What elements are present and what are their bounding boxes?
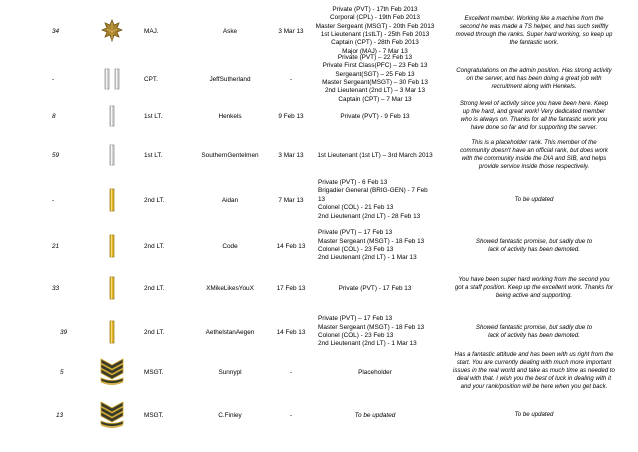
- table-row: [0, 54, 638, 104]
- history-line: 1st Lieutenant (1stLT) - 25th Feb 2013: [320, 31, 430, 38]
- promotion-date: -: [289, 411, 293, 419]
- member-note: [438, 310, 630, 354]
- promotion-date: 3 Mar 13: [278, 27, 304, 35]
- history-line: Master Sergeant (MSGT) - 18 Feb 13: [318, 237, 425, 245]
- note-line: lack of activity has been demoted.: [488, 246, 580, 253]
- history-line: Private (PVT) - 9 Feb 13: [340, 112, 410, 120]
- rank-history: [314, 394, 436, 436]
- member-note: [438, 138, 630, 172]
- history-line: 2nd Lieutenant (2nd LT) – 3 Mar 13: [324, 87, 426, 95]
- note-line: who is always on. Thanks for all the fantastic work you: [460, 116, 608, 123]
- member-number: 33: [52, 284, 60, 292]
- note-line: Excellent member. Working like a machine from the: [464, 15, 604, 22]
- member-note: [438, 54, 630, 104]
- table-row: [0, 180, 638, 220]
- note-line: Has a fantastic attitude and has been with us right from the: [454, 351, 614, 358]
- rank: 2nd LT.: [144, 242, 165, 250]
- second-lieutenant-bar-insignia: [95, 310, 129, 354]
- note-line: have done so far and for supporting the server.: [470, 124, 598, 131]
- history-line: Captain (CPT) - 28th Feb 2013: [331, 39, 419, 47]
- member-number: 34: [52, 27, 60, 35]
- note-line: with the community inside the DIA and SIB, and helps: [461, 155, 607, 162]
- master-sergeant-chevrons-insignia: [95, 394, 129, 436]
- rank-history: [314, 100, 436, 132]
- note-line: lack of activity has been demoted.: [488, 332, 580, 339]
- history-line: Master Sergeant (MSGT) - 18 Feb 13: [318, 323, 425, 331]
- note-line: You have been super hard working from the second you: [458, 276, 610, 283]
- note-line: provide service inside those respectively.: [478, 163, 590, 170]
- history-line: Sergeant(SGT) – 25 Feb 13: [335, 70, 415, 78]
- note-line: deal with that. I wish you the best of luck in dealing with it: [456, 375, 612, 382]
- history-line: 2nd Lieutenant (2nd LT) - 1 Mar 13: [318, 340, 417, 348]
- member-note: [438, 180, 630, 220]
- member-number: -: [52, 196, 55, 204]
- note-line: recruitment along with Henkels.: [491, 83, 577, 90]
- promotion-date: -: [289, 368, 293, 376]
- note-line: being active and supporting.: [495, 292, 573, 299]
- note-line: issues in the real world and take as much time as needed to: [453, 367, 615, 374]
- history-line: Private (PVT) - 17 Feb 13: [338, 284, 412, 292]
- note-line: Congratulations on the admin position. Has strong activity: [456, 67, 612, 74]
- history-line: Private (PVT) - 17th Feb 2013: [332, 5, 418, 13]
- member-number: 5: [60, 368, 64, 376]
- first-lieutenant-bar-insignia: [95, 138, 129, 172]
- history-line: 2nd Lieutenant (2nd LT) - 1 Mar 13: [318, 254, 417, 262]
- table-row: [0, 268, 638, 308]
- note-line: and your rank/position will be here when you get back.: [460, 383, 608, 390]
- history-line: Placeholder: [358, 368, 392, 376]
- major-oak-leaf-insignia: [95, 2, 129, 60]
- history-line: Colonel (COL) - 21 Feb 13: [318, 204, 394, 212]
- history-line: Captain (CPT) – 7 Mar 13: [338, 95, 412, 103]
- rank: CPT.: [144, 75, 158, 83]
- second-lieutenant-bar-insignia: [95, 180, 129, 220]
- note-line: got a staff position. Keep up the excellent work. Thanks for: [454, 284, 614, 291]
- note-line: second he was made a TS helper, and has such swiftly: [459, 23, 609, 30]
- second-lieutenant-bar-insignia: [95, 226, 129, 266]
- table-row: [0, 310, 638, 354]
- member-name: Sunnypl: [218, 368, 242, 376]
- member-name: Code: [222, 242, 238, 250]
- member-note: [438, 268, 630, 308]
- rank-history: [314, 226, 436, 266]
- note-line: Showed fantastic promise, but sadly due to: [475, 324, 593, 331]
- captain-bars-insignia: [95, 54, 129, 104]
- history-line: Brigadier General (BRIG-GEN) - 7 Feb 13: [318, 187, 428, 203]
- member-number: 13: [56, 411, 64, 419]
- promotion-date: 14 Feb 13: [276, 328, 306, 336]
- table-row: [0, 352, 638, 392]
- note-line: on the server, and has been doing a great job with: [466, 75, 602, 82]
- note-line: the fantastic work.: [509, 39, 559, 46]
- rank: MAJ.: [144, 27, 159, 35]
- history-line: Private (PVT) - 6 Feb 13: [318, 178, 388, 186]
- rank-history: [314, 310, 436, 354]
- history-line: Master Sergeant(MSGT) – 30 Feb 13: [322, 79, 428, 86]
- rank: MSGT.: [144, 368, 164, 376]
- member-name: XMikeLikesYouX: [206, 284, 254, 292]
- table-row: [0, 2, 638, 60]
- note-line: Strong level of activity since you have been here. Keep: [459, 100, 609, 107]
- note-line: moved through the ranks. Super hard working, so keep up: [455, 31, 613, 38]
- member-number: 39: [60, 328, 68, 336]
- history-line: Corporal (CPL) - 19th Feb 2013: [330, 14, 420, 22]
- rank: MSGT.: [144, 411, 164, 419]
- member-name: JeffSutherland: [209, 75, 251, 83]
- table-row: [0, 138, 638, 172]
- rank-history: [314, 180, 436, 220]
- rank-history: [314, 2, 436, 60]
- note-line: community doesn't have an official rank, but does work: [460, 147, 608, 154]
- member-name: AethelstanAegen: [205, 328, 255, 336]
- promotion-date: 3 Mar 13: [278, 151, 304, 159]
- history-line: To be updated: [354, 411, 396, 419]
- history-line: 2nd Lieutenant (2nd LT) - 28 Feb 13: [318, 212, 421, 220]
- rank-history: [314, 54, 436, 104]
- rank: 1st LT.: [144, 112, 163, 120]
- note-line: This is a placeholder rank. This member of the: [471, 139, 597, 146]
- first-lieutenant-bar-insignia: [95, 100, 129, 132]
- rank-history: [314, 268, 436, 308]
- history-line: Colonel (COL) - 23 Feb 13: [318, 246, 394, 253]
- member-note: [438, 350, 630, 392]
- rank-history: [314, 352, 436, 392]
- promotion-date: 14 Feb 13: [276, 242, 306, 250]
- history-line: Private First Class(PFC) – 23 Feb 13: [322, 62, 428, 70]
- history-line: Major (MAJ) - 7 Mar 13: [342, 47, 408, 55]
- member-name: C.Finley: [218, 411, 242, 419]
- master-sergeant-chevrons-insignia: [95, 352, 129, 392]
- rank: 1st LT.: [144, 151, 163, 159]
- table-row: [0, 394, 638, 436]
- member-note: [438, 226, 630, 266]
- member-name: Aidan: [221, 196, 239, 204]
- history-line: Private (PVT) – 22 Feb 13: [337, 53, 413, 61]
- history-line: Private (PVT) – 17 Feb 13: [318, 315, 393, 323]
- rank: 2nd LT.: [144, 284, 165, 292]
- note-line: Showed fantastic promise, but sadly due to: [475, 238, 593, 245]
- table-row: [0, 226, 638, 266]
- note-line: To be updated: [514, 196, 554, 203]
- member-number: -: [52, 75, 55, 83]
- rank-history: [314, 138, 436, 172]
- promotion-date: 7 Mar 13: [278, 196, 304, 204]
- promotion-date: -: [289, 75, 293, 83]
- member-number: 21: [52, 242, 60, 250]
- note-line: start. You are currently dealing with much more important: [456, 359, 612, 366]
- member-name: Henkels: [218, 112, 242, 120]
- second-lieutenant-bar-insignia: [95, 268, 129, 308]
- member-name: Aske: [222, 27, 238, 35]
- note-line: up the hard, and great work! Very dedicated member: [462, 108, 606, 115]
- member-number: 59: [52, 151, 60, 159]
- history-line: Private (PVT) – 17 Feb 13: [318, 229, 393, 237]
- member-name: SouthernGentelmen: [201, 151, 259, 159]
- promotion-date: 9 Feb 13: [278, 112, 304, 120]
- rank: 2nd LT.: [144, 196, 165, 204]
- member-note: [438, 100, 630, 132]
- promotion-date: 17 Feb 13: [276, 284, 306, 292]
- rank: 2nd LT.: [144, 328, 165, 336]
- note-line: To be updated: [514, 411, 554, 418]
- history-line: Colonel (COL) - 23 Feb 13: [318, 332, 394, 339]
- member-note: [438, 2, 630, 60]
- member-note: [438, 394, 630, 436]
- history-line: Master Sergeant (MSGT) - 20th Feb 2013: [315, 22, 435, 30]
- history-line: 1st Lieutenant (1st LT) – 3rd March 2013: [317, 151, 433, 159]
- table-row: [0, 100, 638, 132]
- member-number: 8: [52, 112, 56, 120]
